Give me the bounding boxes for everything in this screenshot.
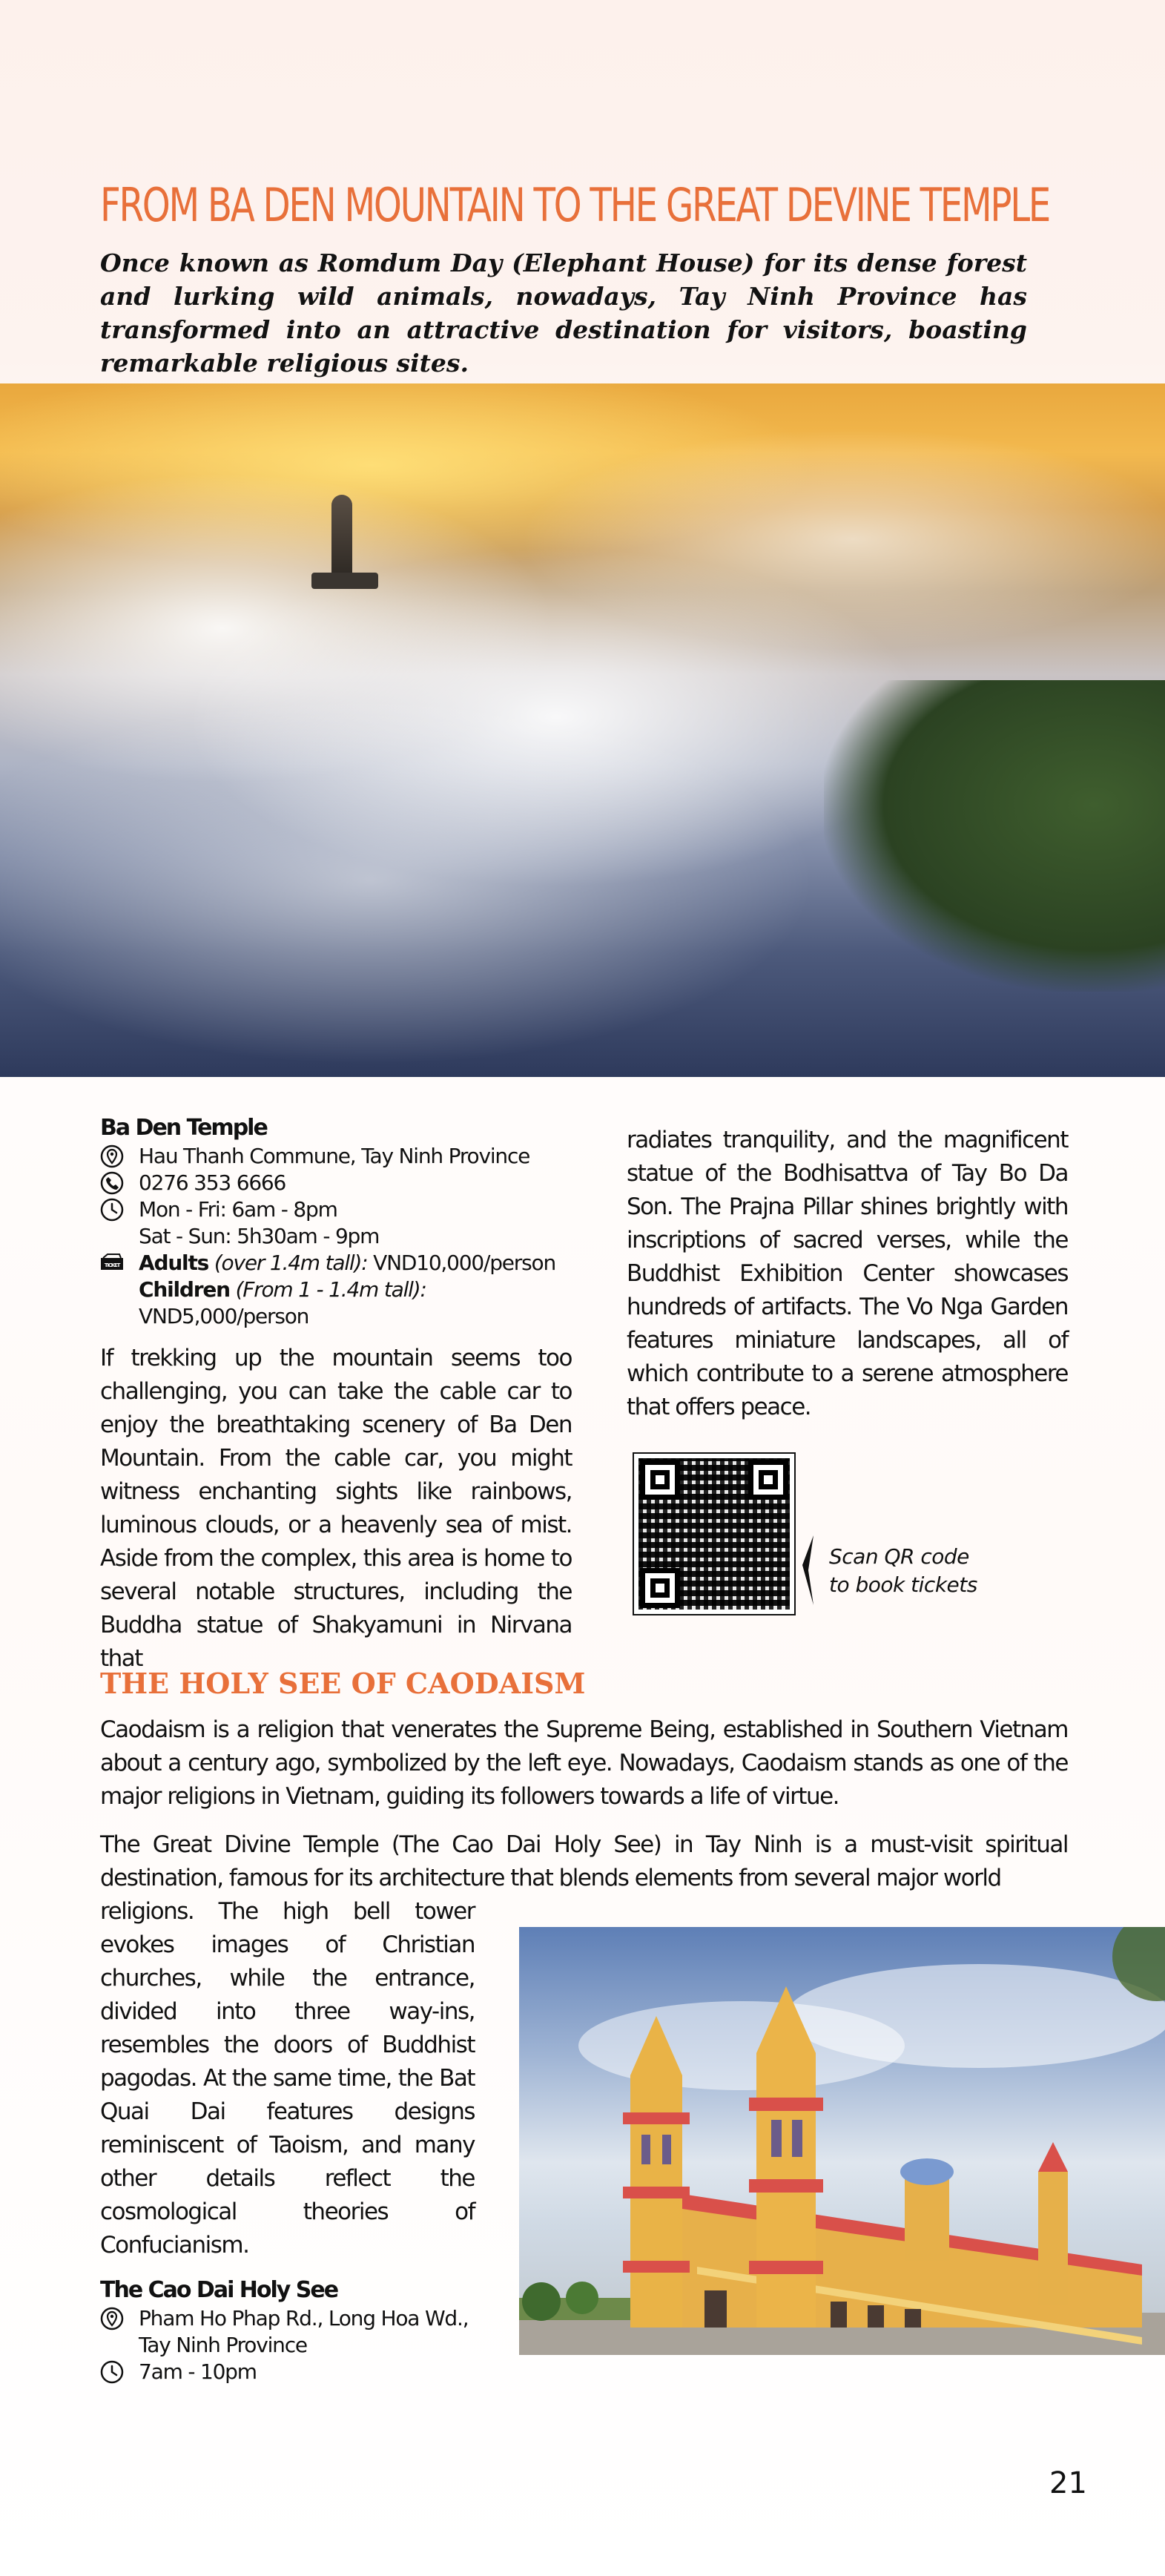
cao-dai-hours bbox=[100, 2359, 475, 2385]
ticket-icon bbox=[100, 1251, 124, 1275]
qr-caption-line1: Scan QR code bbox=[829, 1544, 969, 1569]
cao-dai-holy-see-name: The Cao Dai Holy See bbox=[100, 2277, 338, 2303]
adults-note: (over 1.4m tall): bbox=[214, 1251, 368, 1275]
ba-den-body-right-column bbox=[627, 1124, 1068, 1424]
ba-den-hours-weekend-row bbox=[100, 1223, 572, 1250]
adults-price: VND10,000/person bbox=[373, 1251, 555, 1275]
cao-dai-address-line2-row bbox=[100, 2332, 475, 2359]
cao-dai-address-line2: Tay Ninh Province bbox=[139, 2333, 307, 2357]
ba-den-body-left: If trekking up the mountain seems too challenging, you can take the cable car to enjoy the breathtaking scenery of Ba Den Mountain. From the cable car, you might witness enchanting sights like rainbows, luminous clouds, or a heavenly sea of mist. Aside from the complex, this area is home to several notable structures, including the Buddha statue of Shakyamuni in Nirvana that bbox=[100, 1345, 572, 1672]
children-label: Children bbox=[139, 1277, 230, 1302]
qr-caption-line2: to book tickets bbox=[829, 1572, 977, 1597]
caodaism-para1: Caodaism is a religion that venerates the Supreme Being, established in Southern Vietnam about a century ago, symbolized by the left eye. Nowadays, Caodaism stands as one of the major religions in Vietnam, guiding its followers towards a life of virtue. bbox=[100, 1716, 1068, 1810]
caodaism-narrow-column bbox=[100, 1895, 475, 2385]
cao-dai-address-line1: Pham Ho Phap Rd., Long Hoa Wd., bbox=[139, 2306, 469, 2330]
temple-illustration bbox=[519, 1927, 1165, 2355]
ba-den-phone bbox=[100, 1170, 572, 1196]
map-pin-icon bbox=[100, 2307, 124, 2330]
ba-den-body-right: radiates tranquility, and the magnificent statue of the Bodhisattva of Tay Bo Da Son. The Prajna Pillar shines brightly with inscriptions of sacred verses, while the Buddhist Exhibition Center showcases hundreds of artifacts. The Vo Nga Garden features miniature landscapes, all of which contribute to a serene atmosphere that offers peace. bbox=[627, 1127, 1068, 1420]
cao-dai-hours-text: 7am - 10pm bbox=[139, 2359, 257, 2384]
caodaism-para2: The Great Divine Temple (The Cao Dai Holy See) in Tay Ninh is a must-visit spiritual destination, famous for its architecture that blends elements from several major world bbox=[100, 1831, 1068, 1891]
caodaism-title: THE HOLY SEE OF CAODAISM bbox=[100, 1667, 586, 1700]
page-number: 21 bbox=[1049, 2466, 1087, 2500]
children-note: (From 1 - 1.4m tall): bbox=[235, 1277, 426, 1302]
qr-caption bbox=[829, 1543, 977, 1599]
cao-dai-address bbox=[100, 2305, 475, 2332]
bodhisattva-statue-icon bbox=[331, 495, 352, 576]
ba-den-hours bbox=[100, 1196, 572, 1223]
ba-den-hours-weekday: Mon - Fri: 6am - 8pm bbox=[139, 1197, 337, 1222]
ba-den-ticket-children bbox=[100, 1277, 572, 1330]
ba-den-address-text: Hau Thanh Commune, Tay Ninh Province bbox=[139, 1144, 530, 1168]
ba-den-temple-name: Ba Den Temple bbox=[100, 1115, 267, 1141]
ba-den-ticket-adults bbox=[100, 1250, 572, 1277]
map-pin-icon bbox=[100, 1144, 124, 1168]
page-title: FROM BA DEN MOUNTAIN TO THE GREAT DEVINE TEMPLE bbox=[100, 178, 1050, 232]
children-price: VND5,000/person bbox=[139, 1304, 309, 1328]
ba-den-mountain-photo bbox=[0, 383, 1165, 1077]
arrow-left-icon bbox=[801, 1535, 814, 1605]
ba-den-phone-text: 0276 353 6666 bbox=[139, 1170, 286, 1195]
svg-text:TICKET: TICKET bbox=[104, 1262, 120, 1268]
qr-code[interactable] bbox=[634, 1454, 794, 1614]
caodaism-para2-continued: religions. The high bell tower evokes images of Christian churches, while the entrance, divided into three way-ins, resembles the doors of Buddhist pagodas. At the same time, the Bat Quai Dai features designs reminiscent of Taoism, and many other details reflect the cosmological theories of Confucianism. bbox=[100, 1898, 475, 2259]
ba-den-address bbox=[100, 1143, 572, 1170]
clock-icon bbox=[100, 2360, 124, 2384]
ba-den-hours-weekend: Sat - Sun: 5h30am - 9pm bbox=[139, 1224, 380, 1248]
cao-dai-temple-photo bbox=[519, 1927, 1165, 2355]
phone-icon bbox=[100, 1171, 124, 1195]
ba-den-info-column bbox=[100, 1115, 572, 1676]
adults-label: Adults bbox=[139, 1251, 209, 1275]
clock-icon bbox=[100, 1198, 124, 1222]
lead-paragraph: Once known as Romdum Day (Elephant House) for its dense forest and lurking wild animals, nowadays, Tay Ninh Province has transformed into an attractive destination for visitors, boasting remarkable religious sites. bbox=[100, 248, 1027, 378]
